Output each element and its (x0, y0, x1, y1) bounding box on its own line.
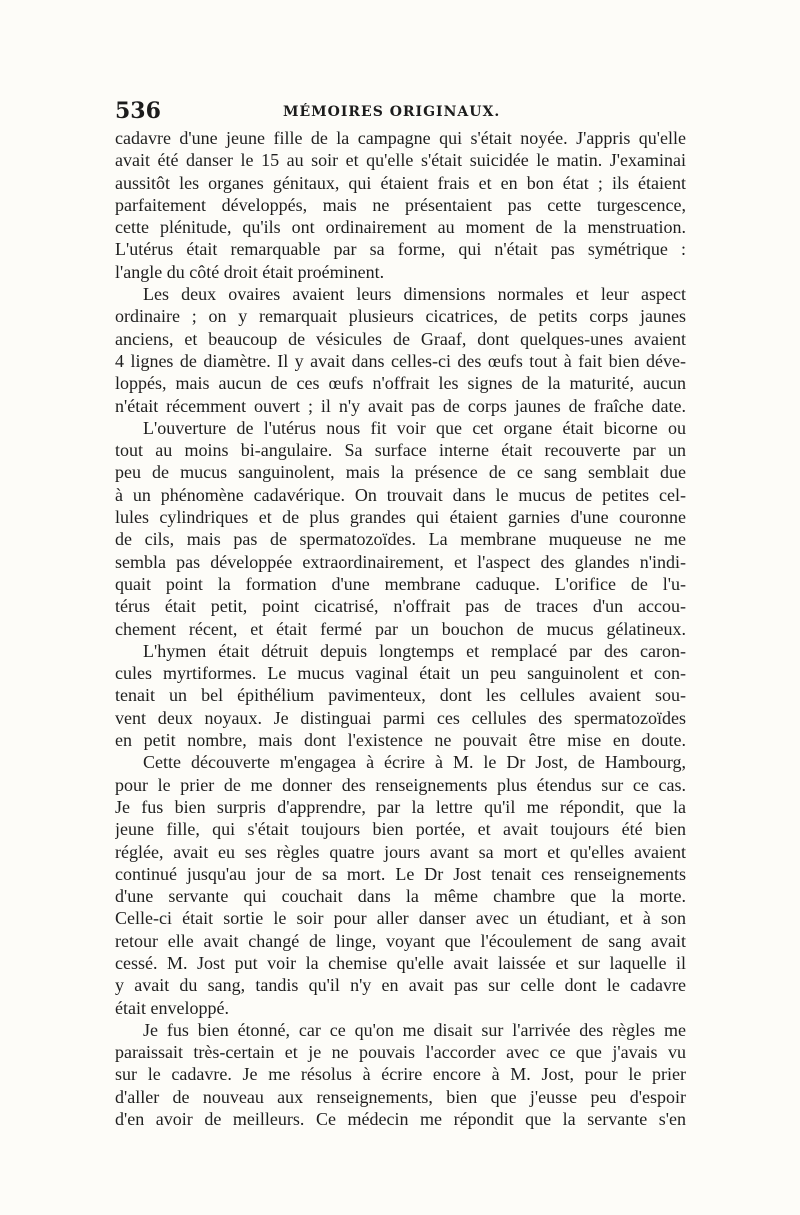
text-line: réglée, avait eu ses règles quatre jours avant sa mort et qu'elles avaient (115, 841, 686, 862)
text-line: loppés, mais aucun de ces œufs n'offrait les signes de la maturité, aucun (115, 373, 686, 394)
text-line: Je fus bien surpris d'apprendre, par la lettre qu'il me répondit, que la (115, 796, 686, 817)
text-line: cessé. M. Jost put voir la chemise qu'elle avait laissée et sur laquelle il (115, 952, 686, 973)
text-line: d'aller de nouveau aux renseignements, bien que j'eusse peu d'espoir (115, 1086, 686, 1107)
text-line: anciens, et beaucoup de vésicules de Graaf, dont quelques-unes avaient (115, 328, 686, 349)
text-line: y avait du sang, tandis qu'il n'y en avait pas sur celle dont le cadavre (115, 975, 686, 996)
text-line: de cils, mais pas de spermatozoïdes. La membrane muqueuse ne me (115, 529, 686, 550)
text-line: peu de mucus sanguinolent, mais la présence de ce sang semblait due (115, 462, 686, 483)
text-line: L'ouverture de l'utérus nous fit voir que cet organe était bicorne ou (143, 417, 686, 438)
body-text (115, 127, 686, 1130)
text-line: avait été danser le 15 au soir et qu'elle s'était suicidée le matin. J'examinai (115, 150, 686, 171)
text-line: tout au moins bi-angulaire. Sa surface interne était recouverte par un (115, 440, 686, 461)
text-line: Je fus bien étonné, car ce qu'on me disait sur l'arrivée des règles me (143, 1019, 686, 1040)
text-line: jeune fille, qui s'était toujours bien portée, et avait toujours été bien (115, 819, 686, 840)
text-line: Cette découverte m'engagea à écrire à M. le Dr Jost, de Hambourg, (143, 752, 686, 773)
text-line: cette plénitude, qu'ils ont ordinairement au moment de la menstruation. (115, 217, 686, 238)
page-number: 536 (115, 98, 161, 124)
text-line: Les deux ovaires avaient leurs dimensions normales et leur aspect (143, 284, 686, 305)
text-line: L'utérus était remarquable par sa forme, qui n'était pas symétrique : (115, 239, 686, 260)
text-line: lules cylindriques et de plus grandes qui étaient garnies d'une couronne (115, 507, 686, 528)
text-line: chement récent, et était fermé par un bouchon de mucus gélatineux. (115, 618, 686, 639)
text-line: paraissait très-certain et je ne pouvais l'accorder avec ce que j'avais vu (115, 1042, 686, 1063)
text-line: L'hymen était détruit depuis longtemps et remplacé par des caron- (143, 640, 686, 661)
text-line: vent deux noyaux. Je distinguai parmi ces cellules des spermatozoïdes (115, 707, 686, 728)
text-line: d'en avoir de meilleurs. Ce médecin me répondit que la servante s'en (115, 1109, 686, 1130)
text-line: l'angle du côté droit était proéminent. (115, 261, 385, 282)
text-line: sembla pas développée extraordinairement, et l'aspect des glandes n'indi- (115, 551, 686, 572)
text-line: sur le cadavre. Je me résolus à écrire encore à M. Jost, pour le prier (115, 1064, 686, 1085)
text-line: térus était petit, point cicatrisé, n'offrait pas de traces d'un accou- (115, 596, 686, 617)
text-line: continué jusqu'au jour de sa mort. Le Dr Jost tenait ces renseignements (115, 863, 686, 884)
text-line: quait point la formation d'une membrane caduque. L'orifice de l'u- (115, 573, 686, 594)
text-line: pour le prier de me donner des renseignements plus étendus sur ce cas. (115, 774, 686, 795)
text-line: retour elle avait changé de linge, voyant que l'écoulement de sang avait (115, 930, 686, 951)
text-line: était enveloppé. (115, 997, 229, 1018)
text-line: 4 lignes de diamètre. Il y avait dans celles-ci des œufs tout à fait bien déve- (115, 350, 686, 371)
text-line: ordinaire ; on y remarquait plusieurs cicatrices, de petits corps jaunes (115, 306, 686, 327)
text-line: tenait un bel épithélium pavimenteux, dont les cellules avaient sou- (115, 685, 686, 706)
text-line: à un phénomène cadavérique. On trouvait dans le mucus de petites cel- (115, 484, 686, 505)
text-line: cadavre d'une jeune fille de la campagne qui s'était noyée. J'appris qu'elle (115, 128, 686, 148)
text-line: en petit nombre, mais dont l'existence ne pouvait être mise en doute. (115, 730, 686, 751)
text-line: cules myrtiformes. Le mucus vaginal était un peu sanguinolent et con- (115, 663, 686, 684)
running-header (115, 98, 686, 128)
running-title: MÉMOIRES ORIGINAUX. (283, 104, 501, 120)
text-line: d'une servante qui couchait dans la même chambre que la morte. (115, 886, 686, 907)
text-line: parfaitement développés, mais ne présentaient pas cette turgescence, (115, 194, 686, 215)
text-line: aussitôt les organes génitaux, qui étaient frais et en bon état ; ils étaient (115, 172, 686, 193)
text-line: Celle-ci était sortie le soir pour aller danser avec un étudiant, et à son (115, 908, 686, 929)
text-line: n'était récemment ouvert ; il n'y avait pas de corps jaunes de fraîche date. (115, 395, 686, 416)
